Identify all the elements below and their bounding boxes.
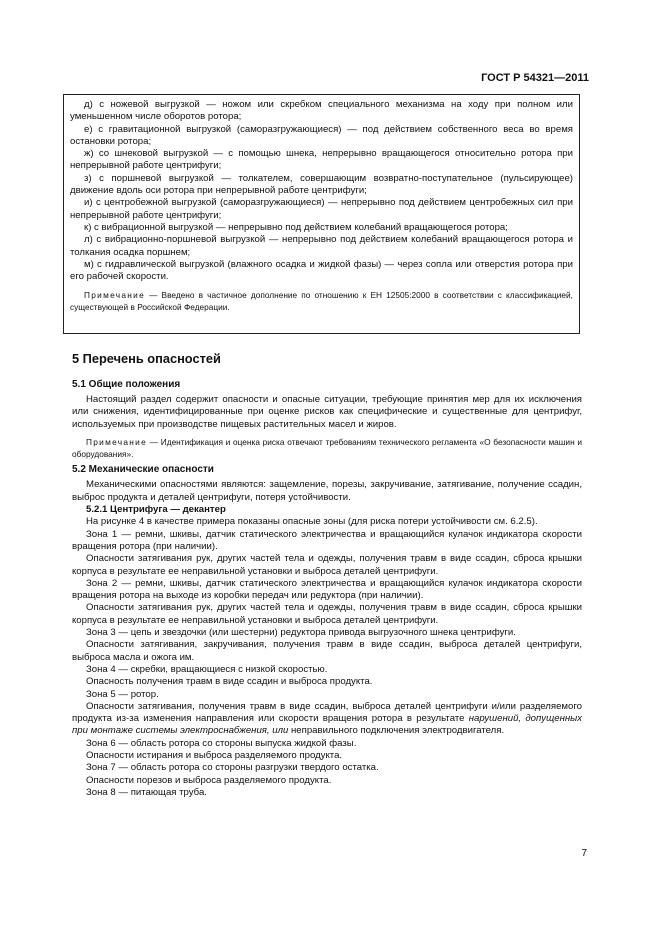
paragraph: На рисунке 4 в качестве примера показаны опасные зоны (для риска потери устойчивости см. 6.2.5). bbox=[86, 516, 538, 528]
paragraph: Опасности затягивания рук, других частей тела и одежды, получения травм в виде ссадин, сброса крышки корпуса в результате ее неправильной установки и выброса деталей центрифуги. bbox=[72, 602, 582, 626]
section-title: 5 Перечень опасностей bbox=[72, 351, 221, 366]
paragraph: Зона 2 — ремни, шкивы, датчик статического электричества и вращающийся кулачок индикатора скорости вращения ротора на выходе из коробки передач или редуктора (при наличии). bbox=[72, 577, 582, 602]
note-label: Примечание bbox=[84, 290, 146, 301]
list-item: и) с центробежной выгрузкой (саморазгружающиеся) — непрерывно под действием центробежных сил при непрерывной работе центрифуги; bbox=[70, 197, 573, 221]
paragraph: Зона 8 — питающая труба. bbox=[86, 786, 207, 798]
note-text: — Идентификация и оценка риска отвечают требованиям технического регламента «О безопасности машин и оборудования». bbox=[72, 436, 582, 460]
paragraph: Зона 7 — область ротора со стороны разгрузки твердого остатка. bbox=[86, 762, 379, 774]
list-item: з) с поршневой выгрузкой — толкателем, совершающим возвратно-поступательное (пульсирующее) движение вдоль оси ротора при непрерывной работе центрифуги; bbox=[70, 172, 573, 197]
paragraph: Зона 1 — ремни, шкивы, датчик статического электричества и вращающийся кулачок индикатора скорости вращения ротора (при наличии). bbox=[72, 528, 582, 552]
subsection-title: 5.1 Общие положения bbox=[72, 379, 181, 390]
classification-box bbox=[63, 94, 580, 334]
paragraph: Опасности порезов и выброса разделяемого продукта. bbox=[86, 774, 332, 786]
paragraph: Настоящий раздел содержит опасности и опасные ситуации, требующие принятия мер для их исключения или снижения, идентифицированные при оценке рисков как специфические и существенные для центрифуг, используемых при производстве пищевых растительных масел и жиров. bbox=[72, 394, 582, 430]
list-item: д) с ножевой выгрузкой — ножом или скребком специального механизма на ходу при полном или уменьшенном числе оборотов ротора; bbox=[70, 99, 573, 123]
subsection-title: 5.2 Механические опасности bbox=[72, 464, 214, 476]
list-item: ж) со шнековой выгрузкой — с помощью шнека, непрерывно вращающегося относительно ротора при непрерывной работе центрифуги; bbox=[70, 148, 573, 172]
italic-text: нарушений, допущенных при монтаже системы электроснабжения, или bbox=[72, 713, 583, 737]
paragraph: Зона 6 — область ротора со стороны выпуска жидкой фазы. bbox=[86, 737, 357, 749]
main-content bbox=[72, 351, 582, 799]
paragraph: Зона 4 — скребки, вращающиеся с низкой скоростью. bbox=[86, 663, 328, 675]
box-note bbox=[70, 289, 573, 313]
list-item: к) с вибрационной выгрузкой — непрерывно под действием колебаний вращающегося ротора; bbox=[84, 221, 508, 233]
text-run: неправильного подключения электродвигателя. bbox=[288, 725, 505, 737]
paragraph: Зона 5 — ротор. bbox=[86, 688, 159, 700]
paragraph: Зона 3 — цепь и звездочки (или шестерни) редуктора привода выгрузочного шнека центрифуги. bbox=[86, 627, 516, 639]
paragraph bbox=[72, 701, 582, 738]
subsubsection-title: 5.2.1 Центрифуга — декантер bbox=[86, 504, 226, 516]
document-header: ГОСТ Р 54321—2011 bbox=[481, 72, 589, 84]
list-item: л) с вибрационно-поршневой выгрузкой — непрерывно под действием колебаний вращающегося ротора и толкания осадка поршнем; bbox=[70, 234, 573, 258]
paragraph: Опасности затягивания, закручивания, получения травм в виде ссадин, выброса деталей центрифуги, выброса масла и ожога им. bbox=[72, 639, 582, 663]
paragraph: Опасности истирания и выброса разделяемого продукта. bbox=[86, 750, 343, 762]
note-label: Примечание bbox=[86, 436, 148, 447]
list-item: м) с гидравлической выгрузкой (влажного осадка и жидкой фазы) — через сопла или отверстия ротора при его рабочей скорости. bbox=[70, 258, 573, 283]
paragraph: Опасность получения травм в виде ссадин и выброса продукта. bbox=[86, 676, 373, 688]
text-run: Опасности затягивания, получения травм в виде ссадин, выброса деталей центрифуги и/или разделяемого продукта из-за изменения направления или скорости вращения ротора в результате bbox=[72, 700, 582, 725]
page-number: 7 bbox=[581, 848, 587, 859]
list-item: е) с гравитационной выгрузкой (саморазгружающиеся) — под действием собственного веса во время остановки ротора; bbox=[70, 123, 573, 147]
note bbox=[72, 436, 582, 461]
paragraph: Механическими опасностями являются: защемление, порезы, закручивание, затягивание, получение ссадин, выброс продукта и деталей центрифуги, потеря устойчивости. bbox=[72, 479, 582, 503]
paragraph: Опасности затягивания рук, других частей тела и одежды, получения травм в виде ссадин, сброса крышки корпуса в результате ее неправильной установки и выброса деталей центрифуги. bbox=[72, 553, 582, 577]
note-text: — Введено в частичное дополнение по отношению к ЕН 12505:2000 в соответствии с классификацией, существующей в Российской Федерации. bbox=[70, 290, 573, 313]
